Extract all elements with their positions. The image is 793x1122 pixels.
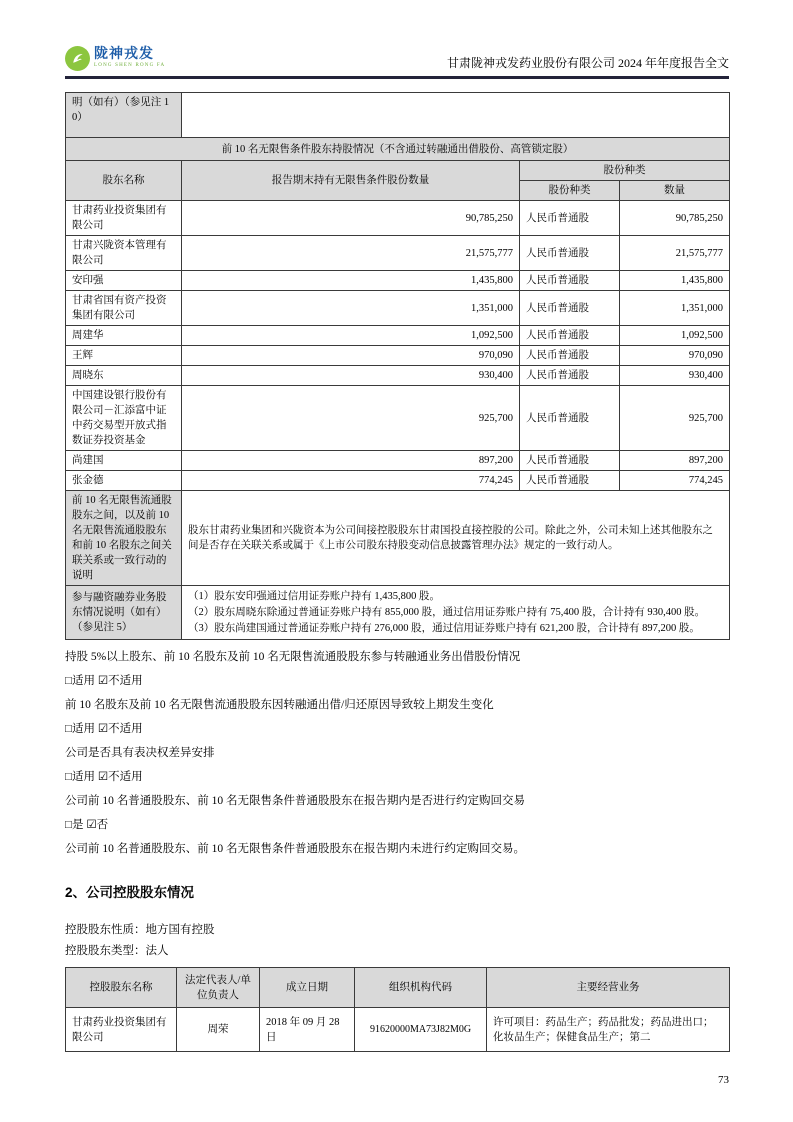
controlling-shareholder-nature: 控股股东性质：地方国有控股 (65, 924, 215, 936)
shares-cell: 21,575,777 (182, 236, 520, 271)
col-header-founded: 成立日期 (260, 968, 355, 1008)
note-value-cell (182, 93, 730, 138)
business-cell: 许可项目：药品生产；药品批发；药品进出口；化妆品生产；保健食品生产；第二 (487, 1008, 730, 1052)
controlling-shareholder-table (65, 967, 730, 1052)
applicable-checkbox-line: □适用 ☑不适用 (65, 723, 143, 735)
repurchase-question-statement: 公司前 10 名普通股股东、前 10 名无限售条件普通股股东在报告期内是否进行约定购回交易 (65, 795, 525, 807)
margin-note-line: （2）股东周晓东除通过普通证券账户持有 855,000 股，通过信用证券账户持有 75,400 股，合计持有 930,400 股。 (188, 607, 706, 618)
table-row (66, 451, 730, 471)
share-class-cell: 人民币普通股 (520, 271, 620, 291)
quantity-cell: 774,245 (620, 471, 730, 491)
applicable-checkbox-line: □适用 ☑不适用 (65, 675, 143, 687)
shares-cell: 897,200 (182, 451, 520, 471)
shares-cell: 90,785,250 (182, 201, 520, 236)
col-header-ctrl-name: 控股股东名称 (66, 968, 177, 1008)
col-header-shareholder: 股东名称 (66, 161, 182, 201)
table-row (66, 291, 730, 326)
table-header-row (66, 161, 730, 181)
section-heading: 2、公司控股股东情况 (65, 885, 195, 900)
shareholder-name-cell: 周晓东 (66, 366, 182, 386)
col-header-business: 主要经营业务 (487, 968, 730, 1008)
share-class-cell: 人民币普通股 (520, 236, 620, 271)
change-statement: 前 10 名股东及前 10 名无限售流通股股东因转融通出借/归还原因导致较上期发生变化 (65, 699, 494, 711)
voting-rights-statement: 公司是否具有表决权差异安排 (65, 747, 215, 759)
share-class-cell: 人民币普通股 (520, 291, 620, 326)
table-row (66, 471, 730, 491)
shares-cell: 774,245 (182, 471, 520, 491)
lending-statement: 持股 5%以上股东、前 10 名股东及前 10 名无限售流通股股东参与转融通业务出借股份情况 (65, 651, 521, 663)
margin-value-cell (182, 586, 730, 640)
table1-section-title: 前 10 名无限售条件股东持股情况（不含通过转融通出借股份、高管锁定股） (66, 138, 730, 161)
legal-rep-cell: 周荣 (177, 1008, 260, 1052)
col-header-share-class-group: 股份种类 (520, 161, 730, 181)
shareholder-name-cell: 安印强 (66, 271, 182, 291)
table-row (66, 366, 730, 386)
col-header-share-class: 股份种类 (520, 181, 620, 201)
shares-cell: 1,435,800 (182, 271, 520, 291)
quantity-cell: 1,435,800 (620, 271, 730, 291)
applicable-checkbox-line: □适用 ☑不适用 (65, 771, 143, 783)
founded-cell: 2018 年 09 月 28 日 (260, 1008, 355, 1052)
shares-cell: 930,400 (182, 366, 520, 386)
table-row (66, 236, 730, 271)
table-row (66, 346, 730, 366)
table-row (66, 271, 730, 291)
shareholder-name-cell: 张金德 (66, 471, 182, 491)
table-row (66, 491, 730, 586)
yes-no-checkbox-line: □是 ☑否 (65, 819, 109, 831)
share-class-cell: 人民币普通股 (520, 366, 620, 386)
quantity-cell: 897,200 (620, 451, 730, 471)
share-class-cell: 人民币普通股 (520, 326, 620, 346)
table-row (66, 326, 730, 346)
share-class-cell: 人民币普通股 (520, 471, 620, 491)
table-row (66, 586, 730, 640)
ctrl-name-cell: 甘肃药业投资集团有限公司 (66, 1008, 177, 1052)
col-header-org-code: 组织机构代码 (355, 968, 487, 1008)
relation-label-cell: 前 10 名无限售流通股股东之间，以及前 10 名无限售流通股股东和前 10 名股东之间关联关系或一致行动的说明 (66, 491, 182, 586)
quantity-cell: 930,400 (620, 366, 730, 386)
logo-name-cn: 陇神戎发 (94, 47, 154, 62)
shares-cell: 970,090 (182, 346, 520, 366)
share-class-cell: 人民币普通股 (520, 201, 620, 236)
quantity-cell: 925,700 (620, 386, 730, 451)
logo-text (94, 48, 165, 69)
controlling-shareholder-type: 控股股东类型：法人 (65, 945, 169, 957)
top10-unrestricted-shareholders-table (65, 92, 730, 640)
quantity-cell: 1,092,500 (620, 326, 730, 346)
page-number: 73 (718, 1074, 729, 1086)
margin-note-line: （3）股东尚建国通过普通证券账户持有 276,000 股，通过信用证券账户持有 621,200 股，合计持有 897,200 股。 (188, 623, 700, 634)
shares-cell: 925,700 (182, 386, 520, 451)
org-code-cell: 91620000MA73J82M0G (355, 1008, 487, 1052)
quantity-cell: 21,575,777 (620, 236, 730, 271)
report-title: 甘肃陇神戎发药业股份有限公司 2024 年年度报告全文 (446, 56, 729, 70)
note-label-cell: 明（如有）（参见注 10） (66, 93, 182, 138)
page-header (65, 46, 729, 79)
shareholder-name-cell: 甘肃省国有资产投资集团有限公司 (66, 291, 182, 326)
share-class-cell: 人民币普通股 (520, 346, 620, 366)
shareholder-name-cell: 尚建国 (66, 451, 182, 471)
shareholder-name-cell: 甘肃药业投资集团有限公司 (66, 201, 182, 236)
col-header-legal-rep: 法定代表人/单位负责人 (177, 968, 260, 1008)
table-row (66, 138, 730, 161)
shareholder-name-cell: 中国建设银行股份有限公司－汇添富中证中药交易型开放式指数证券投资基金 (66, 386, 182, 451)
col-header-shares: 报告期末持有无限售条件股份数量 (182, 161, 520, 201)
col-header-quantity: 数量 (620, 181, 730, 201)
relation-value-cell: 股东甘肃药业集团和兴陇资本为公司间接控股股东甘肃国投直接控股的公司。除此之外，公司未知上述其他股东之间是否存在关联关系或属于《上市公司股东持股变动信息披露管理办法》规定的一致行动人。 (182, 491, 730, 586)
shares-cell: 1,092,500 (182, 326, 520, 346)
table-header-row (66, 968, 730, 1008)
logo-name-en: LONG SHEN RONG FA (94, 63, 166, 68)
share-class-cell: 人民币普通股 (520, 386, 620, 451)
statements-block (65, 650, 729, 857)
margin-note-line: （1）股东安印强通过信用证券账户持有 1,435,800 股。 (188, 591, 440, 602)
table-row (66, 201, 730, 236)
margin-label-cell: 参与融资融券业务股东情况说明（如有）（参见注 5） (66, 586, 182, 640)
quantity-cell: 970,090 (620, 346, 730, 366)
shareholder-name-cell: 周建华 (66, 326, 182, 346)
quantity-cell: 90,785,250 (620, 201, 730, 236)
share-class-cell: 人民币普通股 (520, 451, 620, 471)
table-row (66, 93, 730, 138)
shareholder-name-cell: 王辉 (66, 346, 182, 366)
table-row (66, 386, 730, 451)
table-row (66, 1008, 730, 1052)
quantity-cell: 1,351,000 (620, 291, 730, 326)
shareholder-name-cell: 甘肃兴陇资本管理有限公司 (66, 236, 182, 271)
shares-cell: 1,351,000 (182, 291, 520, 326)
company-logo (65, 46, 165, 71)
logo-icon (65, 46, 90, 71)
repurchase-answer-statement: 公司前 10 名普通股股东、前 10 名无限售条件普通股股东在报告期内未进行约定购回交易。 (65, 843, 525, 855)
